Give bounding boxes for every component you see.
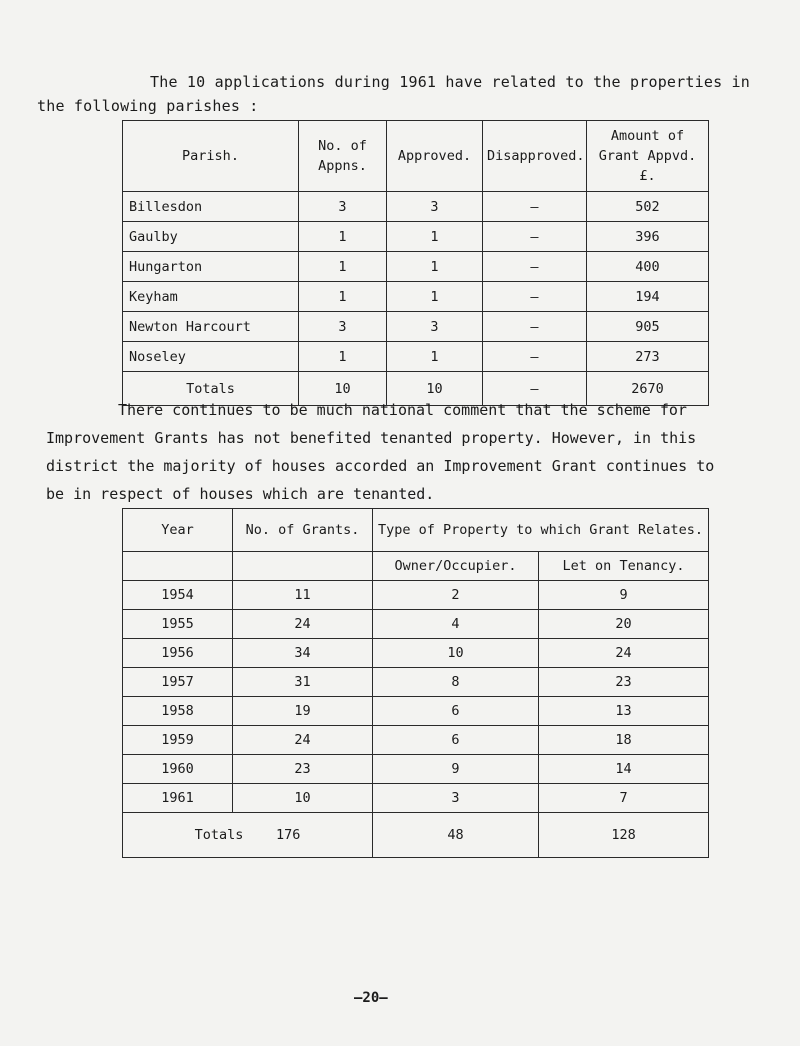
let-cell: 18 <box>539 726 709 755</box>
totals-amount: 2670 <box>587 372 709 406</box>
parish-cell: Keyham <box>123 282 299 312</box>
totals-owner: 48 <box>373 813 539 858</box>
table-row <box>123 610 709 639</box>
owner-cell: 3 <box>373 784 539 813</box>
let-cell: 20 <box>539 610 709 639</box>
grants-cell: 24 <box>233 610 373 639</box>
amount-cell: 905 <box>587 312 709 342</box>
table-row <box>123 222 709 252</box>
appns-cell: 1 <box>299 342 387 372</box>
para-line-4: be in respect of houses which are tenanted. <box>46 485 435 503</box>
totals-approved: 10 <box>387 372 483 406</box>
disapproved-cell: – <box>483 192 587 222</box>
appns-cell: 3 <box>299 192 387 222</box>
grants-cell: 24 <box>233 726 373 755</box>
let-cell: 7 <box>539 784 709 813</box>
grants-cell: 34 <box>233 639 373 668</box>
totals-label: Totals <box>194 827 244 843</box>
header-no-of-grants: No. of Grants. <box>233 509 373 552</box>
table-row <box>123 581 709 610</box>
approved-cell: 1 <box>387 252 483 282</box>
intro-text <box>37 70 770 118</box>
let-cell: 24 <box>539 639 709 668</box>
approved-cell: 1 <box>387 342 483 372</box>
table-row <box>123 639 709 668</box>
owner-cell: 8 <box>373 668 539 697</box>
approved-cell: 1 <box>387 282 483 312</box>
parish-cell: Noseley <box>123 342 299 372</box>
table-header-row <box>123 509 709 552</box>
appns-cell: 1 <box>299 222 387 252</box>
approved-cell: 1 <box>387 222 483 252</box>
appns-cell: 3 <box>299 312 387 342</box>
subheader-empty <box>123 552 233 581</box>
grants-by-year-table <box>122 508 709 858</box>
table-row <box>123 252 709 282</box>
grants-cell: 19 <box>233 697 373 726</box>
header-parish: Parish. <box>123 121 299 192</box>
parish-cell: Newton Harcourt <box>123 312 299 342</box>
amount-cell: 502 <box>587 192 709 222</box>
para-line-1: There continues to be much national comment that the scheme for <box>118 401 687 419</box>
totals-appns: 10 <box>299 372 387 406</box>
subheader-let-on-tenancy: Let on Tenancy. <box>539 552 709 581</box>
totals-grants: 176 <box>275 827 301 843</box>
table-row <box>123 668 709 697</box>
table-row <box>123 192 709 222</box>
let-cell: 9 <box>539 581 709 610</box>
disapproved-cell: – <box>483 222 587 252</box>
para-line-2: Improvement Grants has not benefited tenanted property. However, in this <box>46 429 697 447</box>
year-cell: 1955 <box>123 610 233 639</box>
parish-grants-table <box>122 120 709 406</box>
header-year: Year <box>123 509 233 552</box>
owner-cell: 6 <box>373 726 539 755</box>
table-row <box>123 342 709 372</box>
owner-cell: 2 <box>373 581 539 610</box>
subheader-owner-occupier: Owner/Occupier. <box>373 552 539 581</box>
appns-cell: 1 <box>299 252 387 282</box>
grants-cell: 31 <box>233 668 373 697</box>
totals-disapproved: – <box>483 372 587 406</box>
year-cell: 1959 <box>123 726 233 755</box>
table-subheader-row <box>123 552 709 581</box>
parish-cell: Gaulby <box>123 222 299 252</box>
disapproved-cell: – <box>483 252 587 282</box>
page-number: –20– <box>354 990 388 1006</box>
subheader-empty <box>233 552 373 581</box>
owner-cell: 10 <box>373 639 539 668</box>
amount-cell: 396 <box>587 222 709 252</box>
totals-year-grants <box>123 813 373 858</box>
year-cell: 1960 <box>123 755 233 784</box>
year-cell: 1961 <box>123 784 233 813</box>
table-row <box>123 697 709 726</box>
totals-label: Totals <box>123 372 299 406</box>
totals-row <box>123 813 709 858</box>
table-header-row <box>123 121 709 192</box>
owner-cell: 6 <box>373 697 539 726</box>
header-disapproved: Disapproved. <box>483 121 587 192</box>
header-approved: Approved. <box>387 121 483 192</box>
disapproved-cell: – <box>483 312 587 342</box>
header-no-of-appns: No. of Appns. <box>299 121 387 192</box>
disapproved-cell: – <box>483 342 587 372</box>
owner-cell: 9 <box>373 755 539 784</box>
let-cell: 14 <box>539 755 709 784</box>
disapproved-cell: – <box>483 282 587 312</box>
intro-line-2: the following parishes : <box>37 97 259 115</box>
grants-cell: 10 <box>233 784 373 813</box>
para-line-3: district the majority of houses accorded an Improvement Grant continues to <box>46 457 715 475</box>
table-row <box>123 755 709 784</box>
approved-cell: 3 <box>387 312 483 342</box>
amount-cell: 400 <box>587 252 709 282</box>
grants-cell: 11 <box>233 581 373 610</box>
let-cell: 23 <box>539 668 709 697</box>
commentary-paragraph <box>46 396 746 508</box>
year-cell: 1958 <box>123 697 233 726</box>
table-row <box>123 784 709 813</box>
year-cell: 1957 <box>123 668 233 697</box>
header-type-of-property: Type of Property to which Grant Relates. <box>373 509 709 552</box>
totals-let: 128 <box>539 813 709 858</box>
year-cell: 1954 <box>123 581 233 610</box>
owner-cell: 4 <box>373 610 539 639</box>
amount-cell: 194 <box>587 282 709 312</box>
year-cell: 1956 <box>123 639 233 668</box>
grants-cell: 23 <box>233 755 373 784</box>
table-row <box>123 312 709 342</box>
intro-line-1: The 10 applications during 1961 have related to the properties in <box>150 73 750 91</box>
let-cell: 13 <box>539 697 709 726</box>
approved-cell: 3 <box>387 192 483 222</box>
header-amount: Amount of Grant Appvd. £. <box>587 121 709 192</box>
table-row <box>123 282 709 312</box>
appns-cell: 1 <box>299 282 387 312</box>
amount-cell: 273 <box>587 342 709 372</box>
parish-cell: Hungarton <box>123 252 299 282</box>
table-row <box>123 726 709 755</box>
parish-cell: Billesdon <box>123 192 299 222</box>
